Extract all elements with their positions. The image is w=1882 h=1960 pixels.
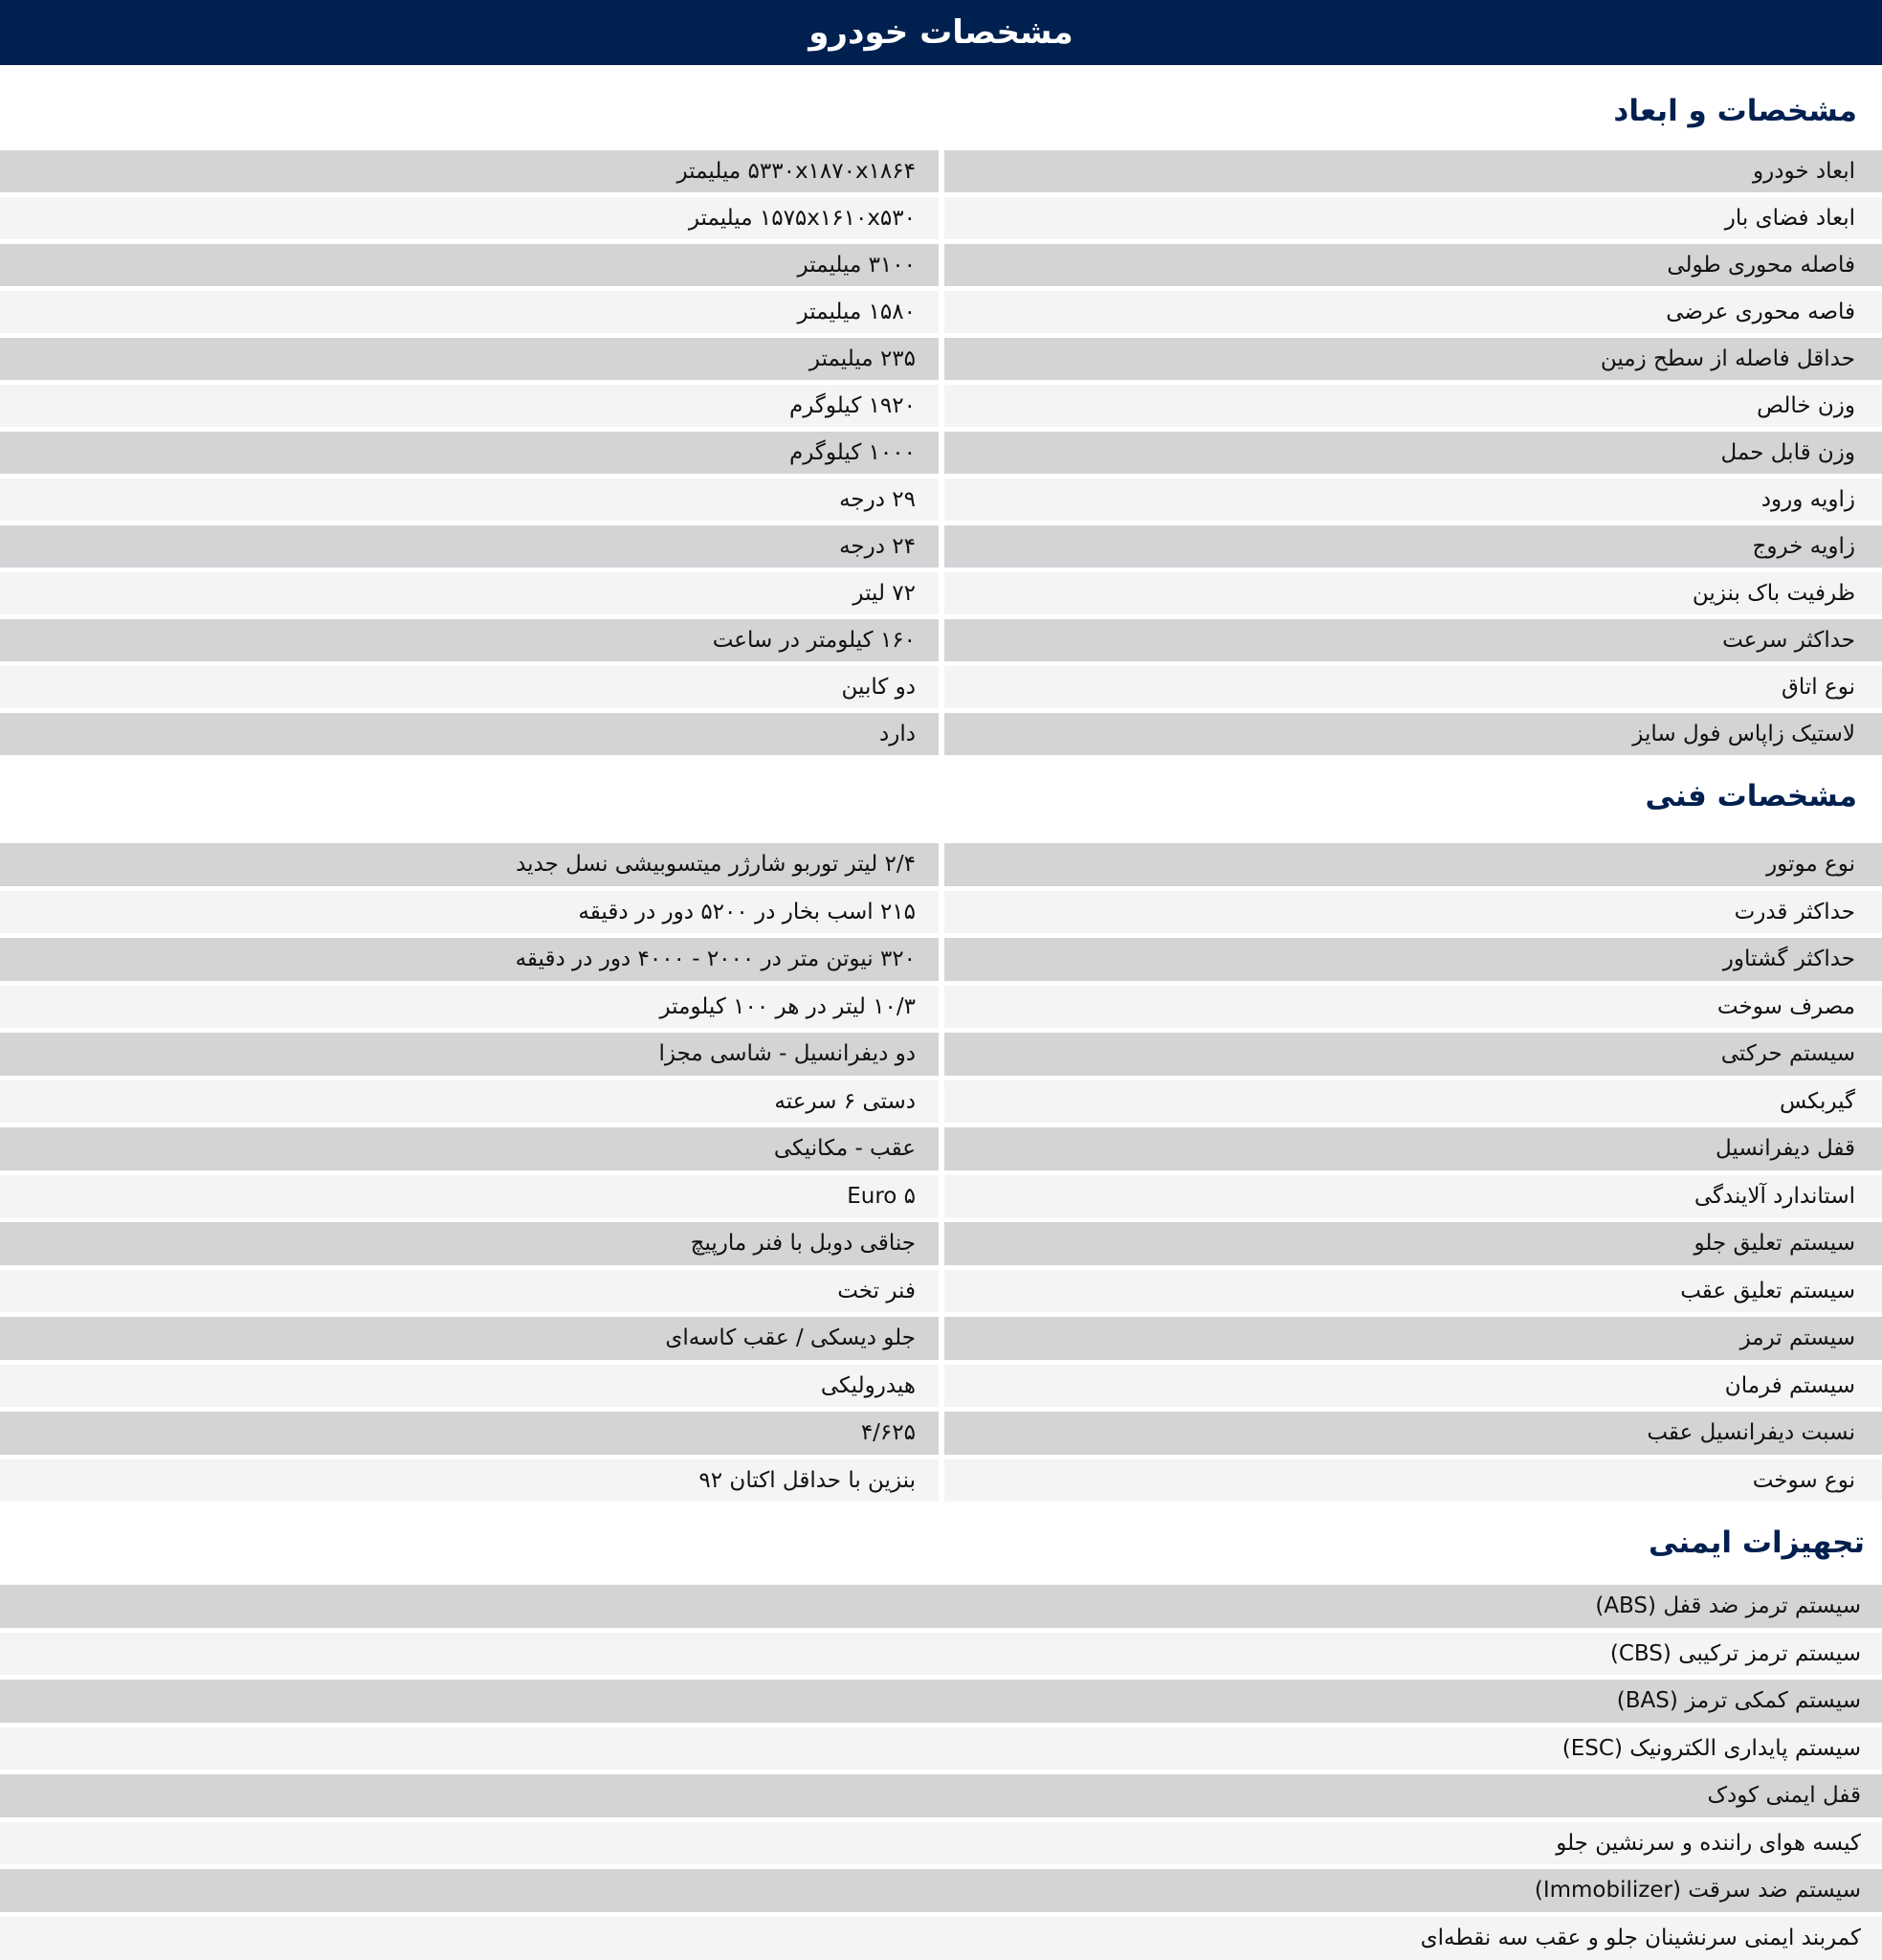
section-title-dimensions: مشخصات و ابعاد xyxy=(1613,94,1857,128)
row-value: ۱۹۲۰ کیلوگرم xyxy=(0,385,939,427)
row-value: ۲۹ درجه xyxy=(0,479,939,521)
table-row xyxy=(0,1175,1882,1223)
row-label: نوع موتور xyxy=(944,843,1882,886)
row-label: نوع سوخت xyxy=(944,1459,1882,1503)
safety-list xyxy=(0,1585,1882,1960)
row-label: وزن قابل حمل xyxy=(944,432,1882,474)
table-row xyxy=(0,1317,1882,1365)
list-item xyxy=(0,1680,1882,1727)
row-label: زاویه ورود xyxy=(944,479,1882,521)
safety-item: کیسه هوای راننده و سرنشین جلو xyxy=(0,1822,1882,1865)
table-row xyxy=(0,291,1882,338)
table-row xyxy=(0,1222,1882,1270)
row-value: ۱۰/۳ لیتر در هر ۱۰۰ کیلومتر xyxy=(0,986,939,1029)
list-item xyxy=(0,1869,1882,1917)
table-row xyxy=(0,1365,1882,1413)
list-item xyxy=(0,1585,1882,1633)
row-label: زاویه خروج xyxy=(944,525,1882,568)
list-item xyxy=(0,1633,1882,1681)
list-item xyxy=(0,1917,1882,1960)
row-value: بنزین با حداقل اکتان ۹۲ xyxy=(0,1459,939,1503)
list-item xyxy=(0,1727,1882,1775)
row-label: سیستم تعلیق جلو xyxy=(944,1222,1882,1265)
table-row xyxy=(0,150,1882,197)
table-row xyxy=(0,1033,1882,1080)
row-label: قفل دیفرانسیل xyxy=(944,1127,1882,1170)
table-row xyxy=(0,1080,1882,1128)
technical-table xyxy=(0,843,1882,1506)
row-value: ۲/۴ لیتر توربو شارژر میتسوبیشی نسل جدید xyxy=(0,843,939,886)
row-label: مصرف سوخت xyxy=(944,986,1882,1029)
table-row xyxy=(0,1127,1882,1175)
row-label: فاصله محوری طولی xyxy=(944,244,1882,286)
safety-item: کمربند ایمنی سرنشینان جلو و عقب سه نقطه‌ای xyxy=(0,1917,1882,1960)
list-item xyxy=(0,1774,1882,1822)
table-row xyxy=(0,1459,1882,1507)
row-label: حداکثر گشتاور xyxy=(944,938,1882,981)
table-row xyxy=(0,244,1882,291)
table-row xyxy=(0,619,1882,666)
row-value: ۱۵۸۰ میلیمتر xyxy=(0,291,939,333)
row-value: ۱۶۰ کیلومتر در ساعت xyxy=(0,619,939,661)
row-label: ظرفیت باک بنزین xyxy=(944,572,1882,614)
row-value: دستی ۶ سرعته xyxy=(0,1080,939,1124)
row-value: ۲۴ درجه xyxy=(0,525,939,568)
row-label: نسبت دیفرانسیل عقب xyxy=(944,1412,1882,1455)
table-row xyxy=(0,432,1882,479)
row-value: ۱۵۷۵x۱۶۱۰x۵۳۰ میلیمتر xyxy=(0,197,939,239)
safety-item: سیستم کمکی ترمز (BAS) xyxy=(0,1680,1882,1723)
row-value: هیدرولیکی xyxy=(0,1365,939,1408)
page-header xyxy=(0,0,1882,65)
table-row xyxy=(0,525,1882,572)
table-row xyxy=(0,197,1882,244)
table-row xyxy=(0,572,1882,619)
table-row xyxy=(0,1412,1882,1459)
table-row xyxy=(0,891,1882,939)
safety-item: سیستم ضد سرقت (Immobilizer) xyxy=(0,1869,1882,1912)
row-value: ۳۱۰۰ میلیمتر xyxy=(0,244,939,286)
row-label: استاندارد آلایندگی xyxy=(944,1175,1882,1218)
row-label: لاستیک زاپاس فول سایز xyxy=(944,713,1882,755)
row-value: ۱۰۰۰ کیلوگرم xyxy=(0,432,939,474)
dimensions-table xyxy=(0,150,1882,760)
row-value: دو دیفرانسیل - شاسی مجزا xyxy=(0,1033,939,1076)
section-title-safety: تجهیزات ایمنی xyxy=(1648,1526,1865,1560)
row-label: ابعاد خودرو xyxy=(944,150,1882,192)
row-label: وزن خالص xyxy=(944,385,1882,427)
row-label: گیربکس xyxy=(944,1080,1882,1124)
safety-item: قفل ایمنی کودک xyxy=(0,1774,1882,1817)
row-value: ۲۳۵ میلیمتر xyxy=(0,338,939,380)
row-value: ۳۲۰ نیوتن متر در ۲۰۰۰ - ۴۰۰۰ دور در دقیقه xyxy=(0,938,939,981)
row-label: حداکثر قدرت xyxy=(944,891,1882,934)
table-row xyxy=(0,666,1882,713)
table-row xyxy=(0,385,1882,432)
row-value: Euro ۵ xyxy=(0,1175,939,1218)
row-value: فنر تخت xyxy=(0,1270,939,1313)
row-label: سیستم فرمان xyxy=(944,1365,1882,1408)
row-value: جلو دیسکی / عقب کاسه‌ای xyxy=(0,1317,939,1360)
table-row xyxy=(0,713,1882,760)
row-label: سیستم حرکتی xyxy=(944,1033,1882,1076)
row-label: حداکثر سرعت xyxy=(944,619,1882,661)
row-value: ۴/۶۲۵ xyxy=(0,1412,939,1455)
safety-item: سیستم ترمز ترکیبی (CBS) xyxy=(0,1633,1882,1676)
row-label: فاصه محوری عرضی xyxy=(944,291,1882,333)
row-label: ابعاد فضای بار xyxy=(944,197,1882,239)
row-value: ۷۲ لیتر xyxy=(0,572,939,614)
safety-item: سیستم پایداری الکترونیک (ESC) xyxy=(0,1727,1882,1771)
row-value: دارد xyxy=(0,713,939,755)
row-label: نوع اتاق xyxy=(944,666,1882,708)
safety-item: سیستم ترمز ضد قفل (ABS) xyxy=(0,1585,1882,1628)
row-value: ۵۳۳۰x۱۸۷۰x۱۸۶۴ میلیمتر xyxy=(0,150,939,192)
section-title-technical: مشخصات فنی xyxy=(1645,779,1857,813)
row-label: سیستم تعلیق عقب xyxy=(944,1270,1882,1313)
table-row xyxy=(0,938,1882,986)
row-value: جناقی دوبل با فنر مارپیچ xyxy=(0,1222,939,1265)
table-row xyxy=(0,479,1882,525)
row-label: سیستم ترمز xyxy=(944,1317,1882,1360)
row-value: ۲۱۵ اسب بخار در ۵۲۰۰ دور در دقیقه xyxy=(0,891,939,934)
table-row xyxy=(0,843,1882,891)
row-value: عقب - مکانیکی xyxy=(0,1127,939,1170)
table-row xyxy=(0,338,1882,385)
page-title: مشخصات خودرو xyxy=(808,13,1074,52)
row-value: دو کابین xyxy=(0,666,939,708)
table-row xyxy=(0,1270,1882,1318)
table-row xyxy=(0,986,1882,1034)
list-item xyxy=(0,1822,1882,1870)
row-label: حداقل فاصله از سطح زمین xyxy=(944,338,1882,380)
